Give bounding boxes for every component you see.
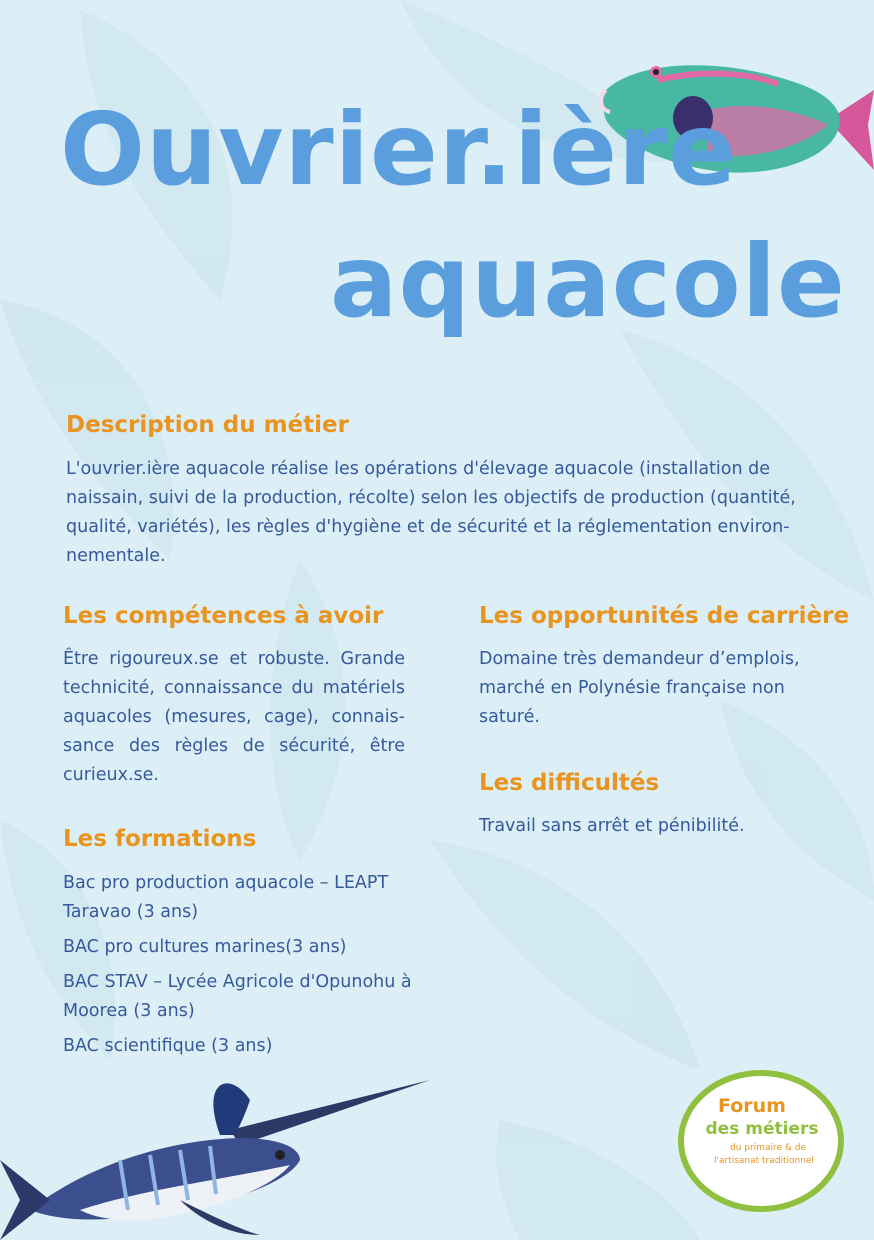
forum-des-metiers-logo: [676, 1068, 846, 1214]
logo-line1: Forum: [718, 1095, 786, 1117]
description-heading: Description du métier: [66, 412, 349, 438]
competences-text: Être rigoureux.se et robuste. Grande technicité, connaissance du matériels aquacoles (mesures, cage), connaissance des règles de sécurité, être curieux.se.: [63, 649, 405, 785]
formation-item: BAC STAV – Lycée Agricole d'Opunohu à Moorea (3 ans): [63, 972, 412, 1021]
formations-heading: Les formations: [63, 826, 257, 852]
opportunites-text: Domaine très demandeur d’emplois, marché en Polynésie française non saturé.: [479, 649, 800, 727]
difficultes-text: Travail sans arrêt et pénibilité.: [479, 816, 745, 836]
logo-line2: des métiers: [705, 1119, 819, 1139]
logo-line4: l'artisanat traditionnel: [714, 1156, 814, 1166]
difficultes-heading: Les difficultés: [479, 770, 660, 796]
marlin-illustration: [0, 1060, 440, 1240]
description-text: L'ouvrier.ière aquacole réalise les opérations d'élevage aquacole (installation de naissain, suivi de la production, récolte) selon les objectifs de production (quantité, qualité, variétés), les règles d'hygiène et de sécurité et la réglementation environnementale.: [66, 459, 796, 566]
formations-list: [63, 869, 413, 1067]
opportunites-heading: Les opportunités de carrière: [479, 603, 850, 629]
formation-item: Bac pro production aquacole – LEAPT Taravao (3 ans): [63, 873, 389, 922]
competences-heading: Les compétences à avoir: [63, 603, 384, 629]
formation-item: BAC pro cultures marines(3 ans): [63, 937, 347, 957]
logo-line3: du primaire & de: [729, 1143, 807, 1153]
formation-item: BAC scientifique (3 ans): [63, 1036, 273, 1056]
page-title-line2: aquacole: [330, 223, 846, 340]
page-title-line1: Ouvrier.ière: [60, 91, 738, 208]
